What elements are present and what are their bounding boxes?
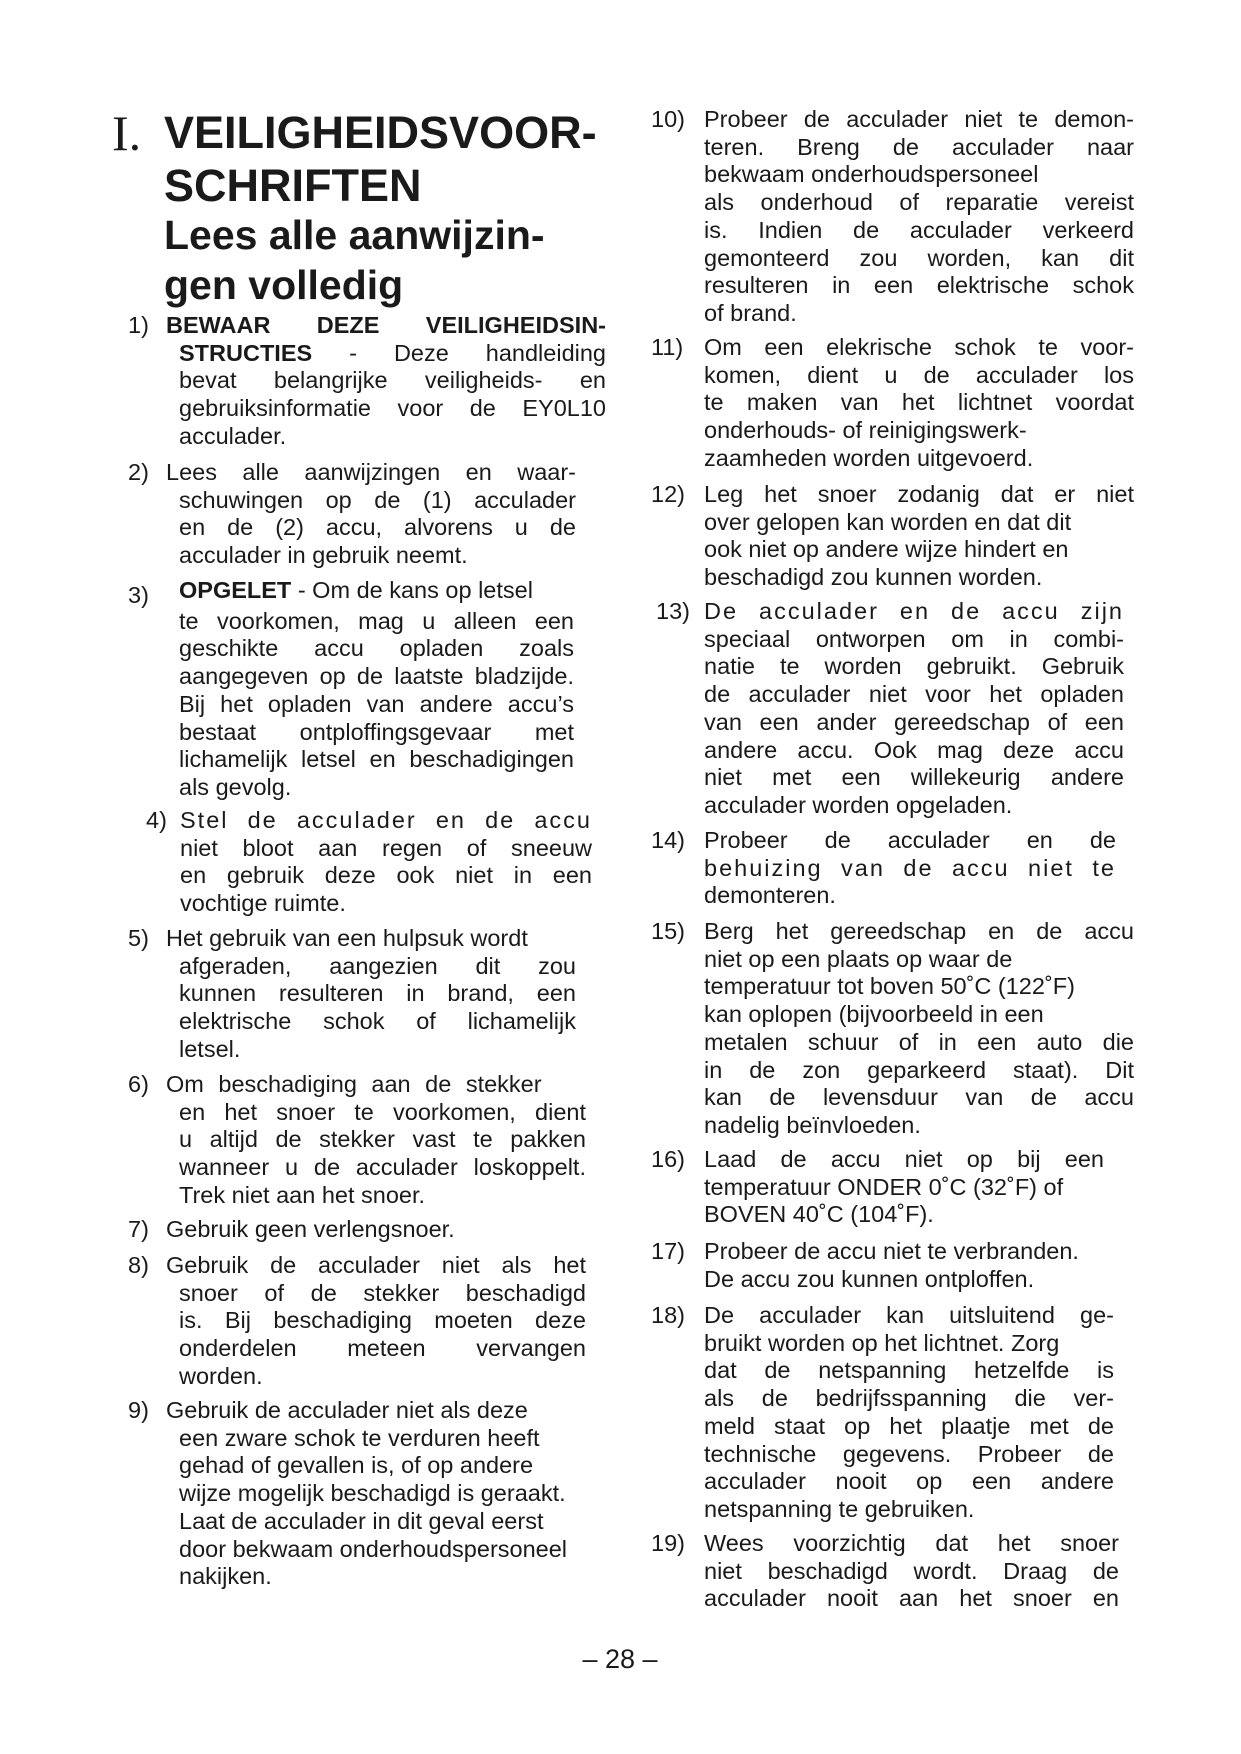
item-text xyxy=(166,1397,596,1591)
item-text xyxy=(166,312,606,451)
item-number: 19) xyxy=(651,1530,685,1556)
item-text-line: De accu zou kunnen ontploffen. xyxy=(704,1265,1035,1292)
item-text-line: en het snoer te voorkomen, dient xyxy=(179,1098,586,1125)
subtitle-line: Lees alle aanwijzin- xyxy=(164,212,545,258)
item-text-line: teren. Breng de acculader naar xyxy=(704,133,1134,160)
item-number: 2) xyxy=(128,459,149,485)
item-text-line: als onderhoud of reparatie vereist xyxy=(704,189,1134,216)
item-text-line: dat de netspanning hetzelfde is xyxy=(704,1357,1114,1384)
item-text-line: worden. xyxy=(179,1362,263,1389)
item-number: 14) xyxy=(651,827,685,853)
item-text-line: nadelig beïnvloeden. xyxy=(704,1111,921,1138)
item-number: 17) xyxy=(651,1238,685,1264)
item-text-line: BOVEN 40˚C (104˚F). xyxy=(704,1201,934,1228)
item-text-line: schuwingen op de (1) acculader xyxy=(179,486,576,513)
item-text-line: u altijd de stekker vast te pakken xyxy=(179,1126,586,1153)
item-bold-lead: BEWAAR DEZE VEILIGHEIDSIN- xyxy=(166,312,606,338)
item-number: 10) xyxy=(651,106,685,132)
item-number: 18) xyxy=(651,1302,685,1328)
item-text-line: wanneer u de acculader loskoppelt. xyxy=(179,1154,586,1181)
item-number: 4) xyxy=(146,807,167,833)
item-text-line: Gebruik geen verlengsnoer. xyxy=(166,1216,455,1242)
item-text-line: gehad of gevallen is, of op andere xyxy=(179,1452,534,1479)
title-line: VEILIGHEIDSVOOR- xyxy=(164,107,597,158)
item-text-line: acculader nooit aan het snoer en xyxy=(704,1585,1119,1612)
item-text-line: resulteren in een elektrische schok xyxy=(704,272,1134,299)
item-text-line: gebruiksinformatie voor de EY0L10 xyxy=(179,395,606,422)
item-text-line: Om beschadiging aan de stekker xyxy=(166,1071,542,1097)
item-text-line: geschikte accu opladen zoals xyxy=(179,635,574,662)
item-text-line: Trek niet aan het snoer. xyxy=(179,1181,426,1208)
item-text xyxy=(704,334,1134,473)
item-number: 9) xyxy=(128,1397,149,1423)
item-text-line: lichamelijk letsel en beschadigingen xyxy=(179,746,574,773)
item-text-line: is. Indien de acculader verkeerd xyxy=(704,216,1134,243)
item-text xyxy=(704,918,1134,1140)
item-text-line: - Deze handleiding xyxy=(312,339,606,366)
item-text-line: De acculader en de accu zijn xyxy=(704,598,1124,624)
item-text-line: Stel de acculader en de accu xyxy=(180,807,592,833)
item-text xyxy=(704,598,1124,820)
item-text-line: nakijken. xyxy=(179,1563,272,1590)
item-text-line: Het gebruik van een hulpsuk wordt xyxy=(166,925,528,951)
item-text-line: kan oplopen (bijvoorbeeld in een xyxy=(704,1001,1044,1028)
item-text-line: - Om de kans op letsel xyxy=(291,577,533,603)
item-text-line: in de zon geparkeerd staat). Dit xyxy=(704,1056,1134,1083)
item-text-line: te maken van het lichtnet voordat xyxy=(704,389,1134,416)
item-text-line: kunnen resulteren in brand, een xyxy=(179,980,576,1007)
item-number: 3) xyxy=(128,582,149,608)
item-text xyxy=(166,1071,586,1210)
item-text-line: en gebruik deze ook niet in een xyxy=(180,862,592,889)
item-text-line: of brand. xyxy=(704,299,797,326)
item-text xyxy=(180,807,592,918)
item-text-line: acculader nooit op een andere xyxy=(704,1468,1114,1495)
item-text-line: andere accu. Ook mag deze accu xyxy=(704,736,1124,763)
item-bold-lead: OPGELET xyxy=(179,577,292,603)
item-text-line: is. Bij beschadiging moeten deze xyxy=(179,1307,586,1334)
item-text-line: elektrische schok of lichamelijk xyxy=(179,1008,576,1035)
item-text-line: De acculader kan uitsluitend ge- xyxy=(704,1302,1114,1328)
item-text-line: als de bedrijfsspanning die ver- xyxy=(704,1385,1114,1412)
item-text-line: beschadigd zou kunnen worden. xyxy=(704,564,1043,591)
item-text-line: en de (2) accu, alvorens u de xyxy=(179,514,576,541)
item-text-line: Berg het gereedschap en de accu xyxy=(704,918,1134,944)
page-number: – 28 – xyxy=(582,1644,658,1674)
item-text-line: onderdelen meteen vervangen xyxy=(179,1335,586,1362)
item-number: 6) xyxy=(128,1071,149,1097)
item-number: 15) xyxy=(651,918,685,944)
item-number: 16) xyxy=(651,1146,685,1172)
item-text-line: Bij het opladen van andere accu’s xyxy=(179,690,574,717)
item-text xyxy=(704,481,1134,592)
item-text xyxy=(704,1530,1119,1613)
item-text-line: een zware schok te verduren heeft xyxy=(179,1424,540,1451)
item-text-line: Om een elekrische schok te voor- xyxy=(704,334,1134,360)
title-line: SCHRIFTEN xyxy=(164,160,422,211)
item-text-line: Gebruik de acculader niet als deze xyxy=(166,1397,528,1423)
item-text-line: van een ander gereedschap of een xyxy=(704,708,1124,735)
item-text xyxy=(704,1238,1134,1293)
item-text-line: Lees alle aanwijzingen en waar- xyxy=(166,459,576,485)
item-text xyxy=(704,827,1116,910)
item-text-line: Probeer de acculader niet te demon- xyxy=(704,106,1134,132)
page-subtitle xyxy=(164,210,545,310)
item-text-line: Laat de acculader in dit geval eerst xyxy=(179,1507,544,1534)
item-text-line: bekwaam onderhoudspersoneel xyxy=(704,161,1039,188)
item-number: 13) xyxy=(656,598,690,624)
item-text-line: meld staat op het plaatje met de xyxy=(704,1412,1114,1439)
item-text-line: acculader worden opgeladen. xyxy=(704,791,1013,818)
item-text-line: de acculader niet voor het opladen xyxy=(704,681,1124,708)
item-text xyxy=(166,925,576,1064)
item-text-line: niet op een plaats op waar de xyxy=(704,945,1013,972)
item-text-line: zaamheden worden uitgevoerd. xyxy=(704,444,1034,471)
item-text-line: over gelopen kan worden en dat dit xyxy=(704,508,1072,535)
item-text xyxy=(166,1216,586,1244)
item-text-line: bruikt worden op het lichtnet. Zorg xyxy=(704,1329,1060,1356)
item-text-line: behuizing van de accu niet te xyxy=(704,854,1116,881)
item-text xyxy=(704,106,1134,328)
subtitle-line: gen volledig xyxy=(164,262,404,308)
item-text-line: Probeer de accu niet te verbranden. xyxy=(704,1238,1079,1264)
item-text-line: demonteren. xyxy=(704,882,836,909)
item-text-line: kan de levensduur van de accu xyxy=(704,1084,1134,1111)
item-text-line: ook niet op andere wijze hindert en xyxy=(704,536,1069,563)
item-text-line: snoer of de stekker beschadigd xyxy=(179,1279,586,1306)
item-text-line: gemonteerd zou worden, kan dit xyxy=(704,244,1134,271)
item-text-line: aangegeven op de laatste bladzijde. xyxy=(179,663,574,690)
item-text-line: als gevolg. xyxy=(179,773,292,800)
item-text-line: temperatuur tot boven 50˚C (122˚F) xyxy=(704,973,1075,1000)
item-number: 7) xyxy=(128,1216,149,1242)
item-text-line: niet met een willekeurig andere xyxy=(704,764,1124,791)
item-text-line: speciaal ontworpen om in combi- xyxy=(704,625,1124,652)
item-text-line: bevat belangrijke veiligheids- en xyxy=(179,367,606,394)
item-text-line: acculader. xyxy=(179,422,287,449)
item-text-line: komen, dient u de acculader los xyxy=(704,361,1134,388)
item-text-line: temperatuur ONDER 0˚C (32˚F) of xyxy=(704,1173,1064,1200)
item-text xyxy=(179,577,574,802)
item-text-line: technische gegevens. Probeer de xyxy=(704,1440,1114,1467)
item-text-line: Leg het snoer zodanig dat er niet xyxy=(704,481,1134,507)
item-number: 11) xyxy=(651,334,684,360)
item-number: 1) xyxy=(128,312,149,338)
item-text-line: te voorkomen, mag u alleen een xyxy=(179,607,574,634)
item-number: 5) xyxy=(128,925,149,951)
item-text-line: letsel. xyxy=(179,1035,241,1062)
item-text-line: wijze mogelijk beschadigd is geraakt. xyxy=(179,1480,566,1507)
item-number: 8) xyxy=(128,1252,149,1278)
item-text-line: bestaat ontploffingsgevaar met xyxy=(179,718,574,745)
item-text-line: acculader in gebruik neemt. xyxy=(179,542,468,569)
item-text-line: vochtige ruimte. xyxy=(180,890,346,917)
page-title xyxy=(164,106,597,212)
item-number: 12) xyxy=(651,481,685,507)
item-text-line: Probeer de acculader en de xyxy=(704,827,1116,853)
item-text-line: Gebruik de acculader niet als het xyxy=(166,1252,586,1278)
item-text-line: niet beschadigd wordt. Draag de xyxy=(704,1557,1119,1584)
item-text-line: natie te worden gebruikt. Gebruik xyxy=(704,653,1124,680)
item-text-line: metalen schuur of in een auto die xyxy=(704,1028,1134,1055)
item-text xyxy=(704,1302,1114,1524)
item-text xyxy=(166,1252,586,1391)
item-text xyxy=(166,459,576,570)
item-text-line: netspanning te gebruiken. xyxy=(704,1495,975,1522)
item-text xyxy=(704,1146,1104,1229)
item-text-line: onderhouds- of reinigingswerk- xyxy=(704,417,1027,444)
item-text-line: niet bloot aan regen of sneeuw xyxy=(180,834,592,861)
item-text-line: Wees voorzichtig dat het snoer xyxy=(704,1530,1119,1556)
section-roman-numeral: I. xyxy=(112,105,142,161)
item-text-line: door bekwaam onderhoudspersoneel xyxy=(179,1535,568,1562)
item-text-line: Laad de accu niet op bij een xyxy=(704,1146,1104,1172)
item-text-line: afgeraden, aangezien dit zou xyxy=(179,952,576,979)
item-bold-lead: STRUCTIES xyxy=(179,339,313,366)
